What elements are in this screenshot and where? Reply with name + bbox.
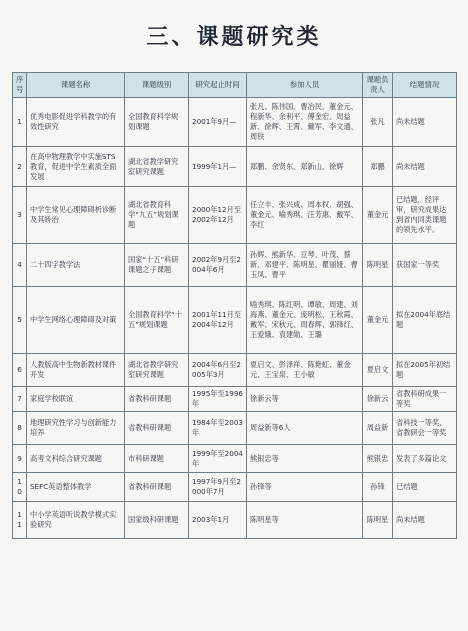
cell-name: 中学生网络心理障碍及对策 (27, 287, 125, 354)
cell-period: 1999年至2004年 (189, 445, 247, 473)
page-title: 三、课题研究类 (146, 24, 322, 50)
table-row (13, 354, 457, 387)
cell-result: 省教科研成果一等奖 (393, 387, 457, 412)
header-members: 参加人员 (247, 73, 363, 98)
cell-no: 6 (13, 354, 27, 387)
table-row (13, 244, 457, 287)
cell-result: 已结题 (393, 473, 457, 502)
cell-leader: 陈明星 (363, 244, 393, 287)
cell-members: 任立丰、张兴成、周本权、胡强、董金元、喻秀琪、汪芳惠、戴军、李红 (247, 187, 363, 244)
cell-level: 省教科研课题 (125, 473, 189, 502)
projects-table (12, 72, 457, 539)
table-row (13, 445, 457, 473)
cell-level: 全国教育科学规划课题 (125, 98, 189, 147)
cell-name: 高考文科综合研究课题 (27, 445, 125, 473)
cell-level: 国家“十五”科研课题之子课题 (125, 244, 189, 287)
cell-no: 5 (13, 287, 27, 354)
cell-no: 11 (13, 502, 27, 539)
table-row (13, 187, 457, 244)
cell-level: 市科研课题 (125, 445, 189, 473)
cell-members: 郑鹏、余贤东、郑新山、徐辉 (247, 147, 363, 187)
cell-period: 2004年6月至2005年3月 (189, 354, 247, 387)
table-row (13, 412, 457, 445)
cell-name: 家庭学校联谊 (27, 387, 125, 412)
cell-no: 9 (13, 445, 27, 473)
header-result: 结题情况 (393, 73, 457, 98)
cell-level: 国家级科研课题 (125, 502, 189, 539)
cell-leader: 孙锋 (363, 473, 393, 502)
cell-result: 尚未结题 (393, 98, 457, 147)
cell-result: 已结题，经评审，研究成果达到省内同类课题的领先水平。 (393, 187, 457, 244)
table-row (13, 387, 457, 412)
cell-no: 7 (13, 387, 27, 412)
table-header-row (13, 73, 457, 98)
cell-leader: 夏启文 (363, 354, 393, 387)
cell-result: 拟在2004年底结题 (393, 287, 457, 354)
cell-leader: 董金元 (363, 187, 393, 244)
cell-level: 省教科研课题 (125, 412, 189, 445)
header-level: 课题级别 (125, 73, 189, 98)
cell-members: 陈明星等 (247, 502, 363, 539)
cell-period: 2002年9月至2004年6月 (189, 244, 247, 287)
cell-period: 1999年1月— (189, 147, 247, 187)
cell-members: 孙锋等 (247, 473, 363, 502)
cell-members: 孙辉、熊新华、豆琴、叶茂、蔡新、邓建平、陈明星、瞿丽娅、曹玉凤、曹平 (247, 244, 363, 287)
cell-leader: 郑鹏 (363, 147, 393, 187)
cell-level: 湖北省教学研究室研究课题 (125, 354, 189, 387)
header-no: 序号 (13, 73, 27, 98)
cell-level: 省教科研课题 (125, 387, 189, 412)
cell-name: 优秀电影促进学科教学的有效性研究 (27, 98, 125, 147)
cell-no: 4 (13, 244, 27, 287)
cell-members: 夏启文、彭泽祥、陈艳虹、董金元、王宝泉、王小敏 (247, 354, 363, 387)
cell-name: SEFC英语整体教学 (27, 473, 125, 502)
cell-period: 1997年9月至2000年7月 (189, 473, 247, 502)
header-period: 研究起止时间 (189, 73, 247, 98)
cell-no: 1 (13, 98, 27, 147)
table-row (13, 147, 457, 187)
cell-result: 获国家一等奖 (393, 244, 457, 287)
cell-result: 拟在2005年初结题 (393, 354, 457, 387)
cell-name: 中小学英语听说教学模式实验研究 (27, 502, 125, 539)
cell-name: 地理研究性学习与创新能力培养 (27, 412, 125, 445)
cell-leader: 徐新云 (363, 387, 393, 412)
cell-name: 在高中物理教学中实施STS教育，促进中学生素质全面发展 (27, 147, 125, 187)
cell-period: 2001年11月至2004年12月 (189, 287, 247, 354)
table-row (13, 287, 457, 354)
cell-leader: 陈明星 (363, 502, 393, 539)
cell-no: 2 (13, 147, 27, 187)
cell-members: 喻秀琪、陈红明、谭敏、周建、刘海燕、董金元、庞明松、王秋霞、戴军、宋秋元、周春辉、郭锋红、王爱娥、袁建勋、王璐 (247, 287, 363, 354)
header-leader: 课题负责人 (363, 73, 393, 98)
cell-result: 省科技一等奖，省教研会一等奖 (393, 412, 457, 445)
cell-period: 2000年12月至2002年12月 (189, 187, 247, 244)
cell-period: 1995年至1996年 (189, 387, 247, 412)
cell-leader: 周益新 (363, 412, 393, 445)
cell-period: 2001年9月— (189, 98, 247, 147)
cell-name: 人教版高中生物新教材课件开发 (27, 354, 125, 387)
cell-members: 徐新云等 (247, 387, 363, 412)
cell-members: 张凡、陈伟国、曹冶民、董金元、程新华、余利平、傅金宏、周益新、徐辉、王霄、戴军、李文通、周铁 (247, 98, 363, 147)
cell-result: 尚未结题 (393, 147, 457, 187)
cell-period: 2003年1月 (189, 502, 247, 539)
cell-level: 全国教育科学“十五”规划课题 (125, 287, 189, 354)
cell-period: 1984年至2003年 (189, 412, 247, 445)
cell-leader: 熊银忠 (363, 445, 393, 473)
table-row (13, 502, 457, 539)
table-row (13, 98, 457, 147)
cell-members: 熊银忠等 (247, 445, 363, 473)
cell-level: 湖北省教育科学“九五”规划课题 (125, 187, 189, 244)
cell-no: 3 (13, 187, 27, 244)
cell-leader: 张凡 (363, 98, 393, 147)
cell-leader: 董金元 (363, 287, 393, 354)
cell-name: 中学生常见心理障碍析诊断及其矫治 (27, 187, 125, 244)
header-name: 课题名称 (27, 73, 125, 98)
cell-name: 二十四字教学法 (27, 244, 125, 287)
cell-no: 10 (13, 473, 27, 502)
cell-level: 湖北省教学研究室研究课题 (125, 147, 189, 187)
cell-result: 尚未结题 (393, 502, 457, 539)
table-row (13, 473, 457, 502)
cell-result: 发表了多篇论文 (393, 445, 457, 473)
cell-members: 周益新等6人 (247, 412, 363, 445)
cell-no: 8 (13, 412, 27, 445)
